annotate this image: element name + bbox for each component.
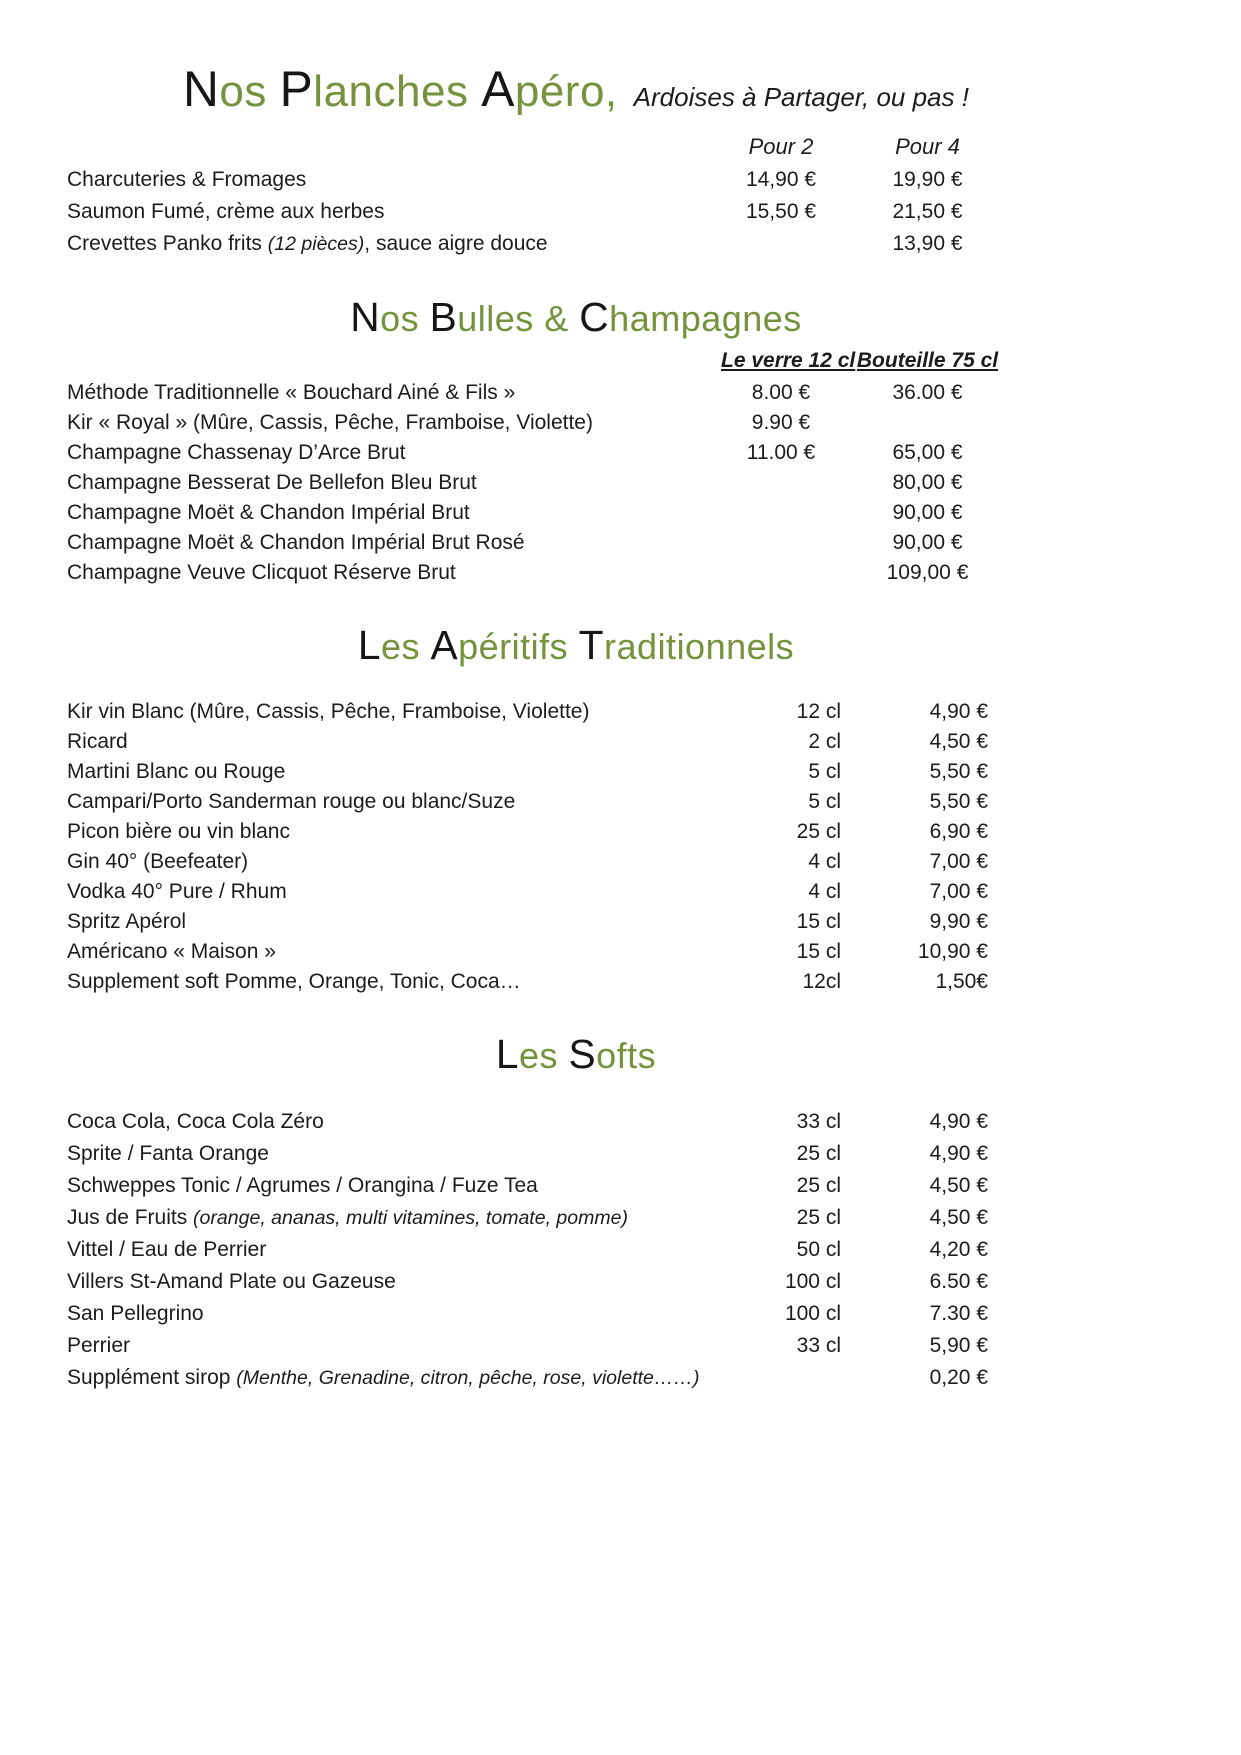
- column-header: [855, 345, 1000, 376]
- item-name: [67, 1330, 707, 1362]
- column-headers-planches: [67, 132, 1085, 162]
- item-name-text: Supplement soft Pomme, Orange, Tonic, Coca…: [67, 970, 521, 993]
- item-col2-value: 7.30 €: [929, 1302, 988, 1325]
- item-name-text: Schweppes Tonic / Agrumes / Orangina / Fuze Tea: [67, 1174, 538, 1197]
- section-title-segment: L: [357, 622, 381, 668]
- item-name: [67, 378, 707, 408]
- item-col1-value: 5 cl: [808, 760, 841, 783]
- menu-item-row: [67, 847, 1085, 877]
- item-col2-value: 90,00 €: [892, 501, 963, 524]
- menu-item-row: [67, 468, 1085, 498]
- item-name: [67, 528, 707, 558]
- item-col2-value: 109,00 €: [886, 561, 969, 584]
- item-col1-value: 25 cl: [796, 1142, 841, 1165]
- item-name: [67, 697, 707, 727]
- item-col1-value: 50 cl: [796, 1238, 841, 1261]
- item-name-text: Picon bière ou vin blanc: [67, 820, 290, 843]
- section-items-planches: [67, 164, 1085, 260]
- item-col2-value: 21,50 €: [892, 200, 963, 223]
- section-title-segment: B: [429, 294, 458, 340]
- item-name-text: Champagne Moët & Chandon Impérial Brut: [67, 501, 470, 524]
- section-title-segment: S: [568, 1031, 597, 1077]
- menu-item-row: [67, 528, 1085, 558]
- item-col2-value: 4,90 €: [929, 700, 988, 723]
- item-col1-value: 4 cl: [808, 880, 841, 903]
- item-col2-value: 4,20 €: [929, 1238, 988, 1261]
- item-name-text: Américano « Maison »: [67, 940, 276, 963]
- item-col1-value: 25 cl: [796, 820, 841, 843]
- item-col2-value: 7,00 €: [929, 850, 988, 873]
- item-col1-value: 25 cl: [796, 1206, 841, 1229]
- section-title-segment: ulles &: [457, 298, 580, 339]
- item-name: [67, 408, 707, 438]
- item-name: [67, 757, 707, 787]
- menu-item-row: [67, 787, 1085, 817]
- section-title-segment: T: [578, 622, 605, 668]
- item-name-text: Champagne Chassenay D’Arce Brut: [67, 441, 406, 464]
- item-name-text: , sauce aigre douce: [364, 232, 548, 255]
- item-name: [67, 1170, 707, 1202]
- item-col2-value: 6.50 €: [929, 1270, 988, 1293]
- item-name: [67, 228, 707, 260]
- item-col2-value: 80,00 €: [892, 471, 963, 494]
- item-col1-value: 25 cl: [796, 1174, 841, 1197]
- item-name: [67, 196, 707, 228]
- menu-item-row: [67, 817, 1085, 847]
- item-name-text: Gin 40° (Beefeater): [67, 850, 249, 873]
- section-title-segment: es: [518, 1035, 569, 1076]
- menu-section-planches: [67, 60, 1085, 260]
- item-name-text: Ricard: [67, 730, 128, 753]
- section-title-segment: ofts: [596, 1035, 657, 1076]
- item-name: [67, 877, 707, 907]
- menu-item-row: [67, 727, 1085, 757]
- menu-item-row: [67, 877, 1085, 907]
- section-title-segment: P: [279, 61, 314, 117]
- item-col1-value: 14,90 €: [745, 168, 817, 191]
- menu-item-row: [67, 907, 1085, 937]
- section-title-segment: raditionnels: [604, 626, 795, 667]
- column-header: [721, 132, 841, 162]
- item-col1-value: 33 cl: [796, 1334, 841, 1357]
- item-col2-value: 13,90 €: [892, 232, 963, 255]
- item-col2-value: 90,00 €: [892, 531, 963, 554]
- menu-item-row: [67, 937, 1085, 967]
- item-name: [67, 558, 707, 588]
- item-name-text: San Pellegrino: [67, 1302, 204, 1325]
- item-name-text: Perrier: [67, 1334, 131, 1357]
- item-name-text: Saumon Fumé, crème aux herbes: [67, 200, 385, 223]
- item-note: (orange, ananas, multi vitamines, tomate, pomme): [193, 1207, 629, 1229]
- menu-content: [67, 0, 1085, 1394]
- item-note: (12 pièces): [267, 233, 365, 255]
- item-col2-value: 1,50€: [935, 970, 988, 993]
- item-name-text: Champagne Veuve Clicquot Réserve Brut: [67, 561, 456, 584]
- item-col2-value: 4,50 €: [929, 1174, 988, 1197]
- item-name: [67, 817, 707, 847]
- item-name: [67, 1138, 707, 1170]
- item-name: [67, 967, 707, 997]
- item-name: [67, 787, 707, 817]
- menu-section-aperitifs: [67, 622, 1085, 997]
- item-name-text: Jus de Fruits: [67, 1206, 194, 1229]
- column-header: [855, 132, 1000, 162]
- item-name-text: Vittel / Eau de Perrier: [67, 1238, 267, 1261]
- item-col2-value: 5,50 €: [929, 790, 988, 813]
- section-title-softs: [67, 1031, 1085, 1078]
- item-col1-value: 2 cl: [808, 730, 841, 753]
- menu-item-row: [67, 378, 1085, 408]
- item-name: [67, 1362, 707, 1394]
- menu-item-row: [67, 498, 1085, 528]
- menu-item-row: [67, 967, 1085, 997]
- menu-section-softs: [67, 1031, 1085, 1394]
- section-title-planches: [67, 60, 1085, 118]
- item-name-text: Champagne Moët & Chandon Impérial Brut Rosé: [67, 531, 525, 554]
- section-title-segment: lanches: [313, 67, 482, 116]
- item-name-text: Méthode Traditionnelle « Bouchard Ainé & Fils »: [67, 381, 516, 404]
- item-name: [67, 847, 707, 877]
- item-name: [67, 498, 707, 528]
- item-col2-value: 10,90 €: [917, 940, 988, 963]
- item-col1-value: 100 cl: [784, 1302, 841, 1325]
- item-name-text: Supplément sirop: [67, 1366, 237, 1389]
- item-col1-value: 15 cl: [796, 940, 841, 963]
- item-name-text: Kir vin Blanc (Mûre, Cassis, Pêche, Framboise, Violette): [67, 700, 590, 723]
- item-col2-value: 4,50 €: [929, 730, 988, 753]
- item-col2-value: 0,20 €: [929, 1366, 988, 1389]
- menu-item-row: [67, 1170, 1085, 1202]
- section-title-aperitifs: [67, 622, 1085, 669]
- item-name-text: Sprite / Fanta Orange: [67, 1142, 269, 1165]
- item-col2-value: 6,90 €: [929, 820, 988, 843]
- item-name: [67, 1298, 707, 1330]
- section-title-segment: N: [350, 294, 381, 340]
- menu-item-row: [67, 438, 1085, 468]
- menu-item-row: [67, 164, 1085, 196]
- item-col2-value: 65,00 €: [892, 441, 963, 464]
- item-col1-value: 33 cl: [796, 1110, 841, 1133]
- item-col2-value: 36.00 €: [892, 381, 963, 404]
- section-items-softs: [67, 1106, 1085, 1394]
- section-title-segment: es: [380, 626, 431, 667]
- section-title-segment: os: [219, 67, 280, 116]
- section-title-bulles: [67, 294, 1085, 341]
- item-name-text: Campari/Porto Sanderman rouge ou blanc/Suze: [67, 790, 516, 813]
- item-name-text: Crevettes Panko frits: [67, 232, 268, 255]
- item-name: [67, 1266, 707, 1298]
- section-items-bulles: [67, 378, 1085, 588]
- item-col1-value: 100 cl: [784, 1270, 841, 1293]
- menu-item-row: [67, 1266, 1085, 1298]
- item-name: [67, 1234, 707, 1266]
- item-col2-value: 5,50 €: [929, 760, 988, 783]
- menu-item-row: [67, 1202, 1085, 1234]
- menu-item-row: [67, 757, 1085, 787]
- section-items-aperitifs: [67, 697, 1085, 997]
- menu-section-bulles: [67, 294, 1085, 588]
- menu-item-row: [67, 1298, 1085, 1330]
- item-name-text: Martini Blanc ou Rouge: [67, 760, 286, 783]
- item-col2-value: 4,90 €: [929, 1142, 988, 1165]
- column-header-label: Pour 4: [895, 134, 960, 159]
- menu-item-row: [67, 228, 1085, 260]
- menu-item-row: [67, 697, 1085, 727]
- item-col2-value: 19,90 €: [892, 168, 963, 191]
- item-name: [67, 468, 707, 498]
- item-col2-value: 9,90 €: [929, 910, 988, 933]
- item-name-text: Coca Cola, Coca Cola Zéro: [67, 1110, 324, 1133]
- menu-item-row: [67, 1138, 1085, 1170]
- section-title-segment: A: [430, 622, 459, 668]
- menu-item-row: [67, 408, 1085, 438]
- section-title-segment: L: [495, 1031, 519, 1077]
- item-name-text: Vodka 40° Pure / Rhum: [67, 880, 287, 903]
- item-name-text: Spritz Apérol: [67, 910, 187, 933]
- item-name: [67, 438, 707, 468]
- column-header: [721, 345, 856, 376]
- item-col1-value: 12cl: [802, 970, 841, 993]
- section-subtitle: Ardoises à Partager, ou pas !: [633, 82, 969, 112]
- section-title-segment: os: [380, 298, 430, 339]
- menu-item-row: [67, 1362, 1085, 1394]
- item-col1-value: 5 cl: [808, 790, 841, 813]
- section-title-segment: hampagnes: [609, 298, 802, 339]
- column-header-label: Bouteille 75 cl: [856, 349, 999, 372]
- item-name-text: Kir « Royal » (Mûre, Cassis, Pêche, Framboise, Violette): [67, 411, 593, 434]
- item-col1-value: 9.90 €: [751, 411, 811, 434]
- column-headers-bulles: [67, 345, 1085, 376]
- section-title-segment: péro,: [514, 67, 618, 116]
- column-header-label: Pour 2: [748, 134, 814, 159]
- section-title-segment: C: [579, 294, 610, 340]
- item-name: [67, 937, 707, 967]
- menu-item-row: [67, 1234, 1085, 1266]
- section-title-segment: A: [481, 61, 515, 117]
- item-name-text: Charcuteries & Fromages: [67, 168, 307, 191]
- menu-item-row: [67, 1330, 1085, 1362]
- item-col2-value: 4,50 €: [929, 1206, 988, 1229]
- item-col1-value: 12 cl: [796, 700, 841, 723]
- item-note: (Menthe, Grenadine, citron, pêche, rose, violette……): [236, 1367, 700, 1389]
- item-name: [67, 1202, 707, 1234]
- column-header-label: Le verre 12 cl: [721, 349, 856, 372]
- menu-item-row: [67, 1106, 1085, 1138]
- item-col2-value: 7,00 €: [929, 880, 988, 903]
- item-col2-value: 5,90 €: [929, 1334, 988, 1357]
- item-name: [67, 727, 707, 757]
- item-col1-value: 11.00 €: [746, 441, 816, 464]
- item-name: [67, 1106, 707, 1138]
- item-col1-value: 15 cl: [796, 910, 841, 933]
- menu-item-row: [67, 558, 1085, 588]
- item-name-text: Champagne Besserat De Bellefon Bleu Brut: [67, 471, 477, 494]
- item-col1-value: 4 cl: [808, 850, 841, 873]
- item-col2-value: 4,90 €: [929, 1110, 988, 1133]
- section-title-segment: péritifs: [458, 626, 579, 667]
- item-col1-value: 15,50 €: [745, 200, 817, 223]
- menu-item-row: [67, 196, 1085, 228]
- item-name: [67, 907, 707, 937]
- item-col1-value: 8.00 €: [751, 381, 811, 404]
- item-name-text: Villers St-Amand Plate ou Gazeuse: [67, 1270, 396, 1293]
- item-name: [67, 164, 707, 196]
- section-title-segment: N: [183, 61, 220, 117]
